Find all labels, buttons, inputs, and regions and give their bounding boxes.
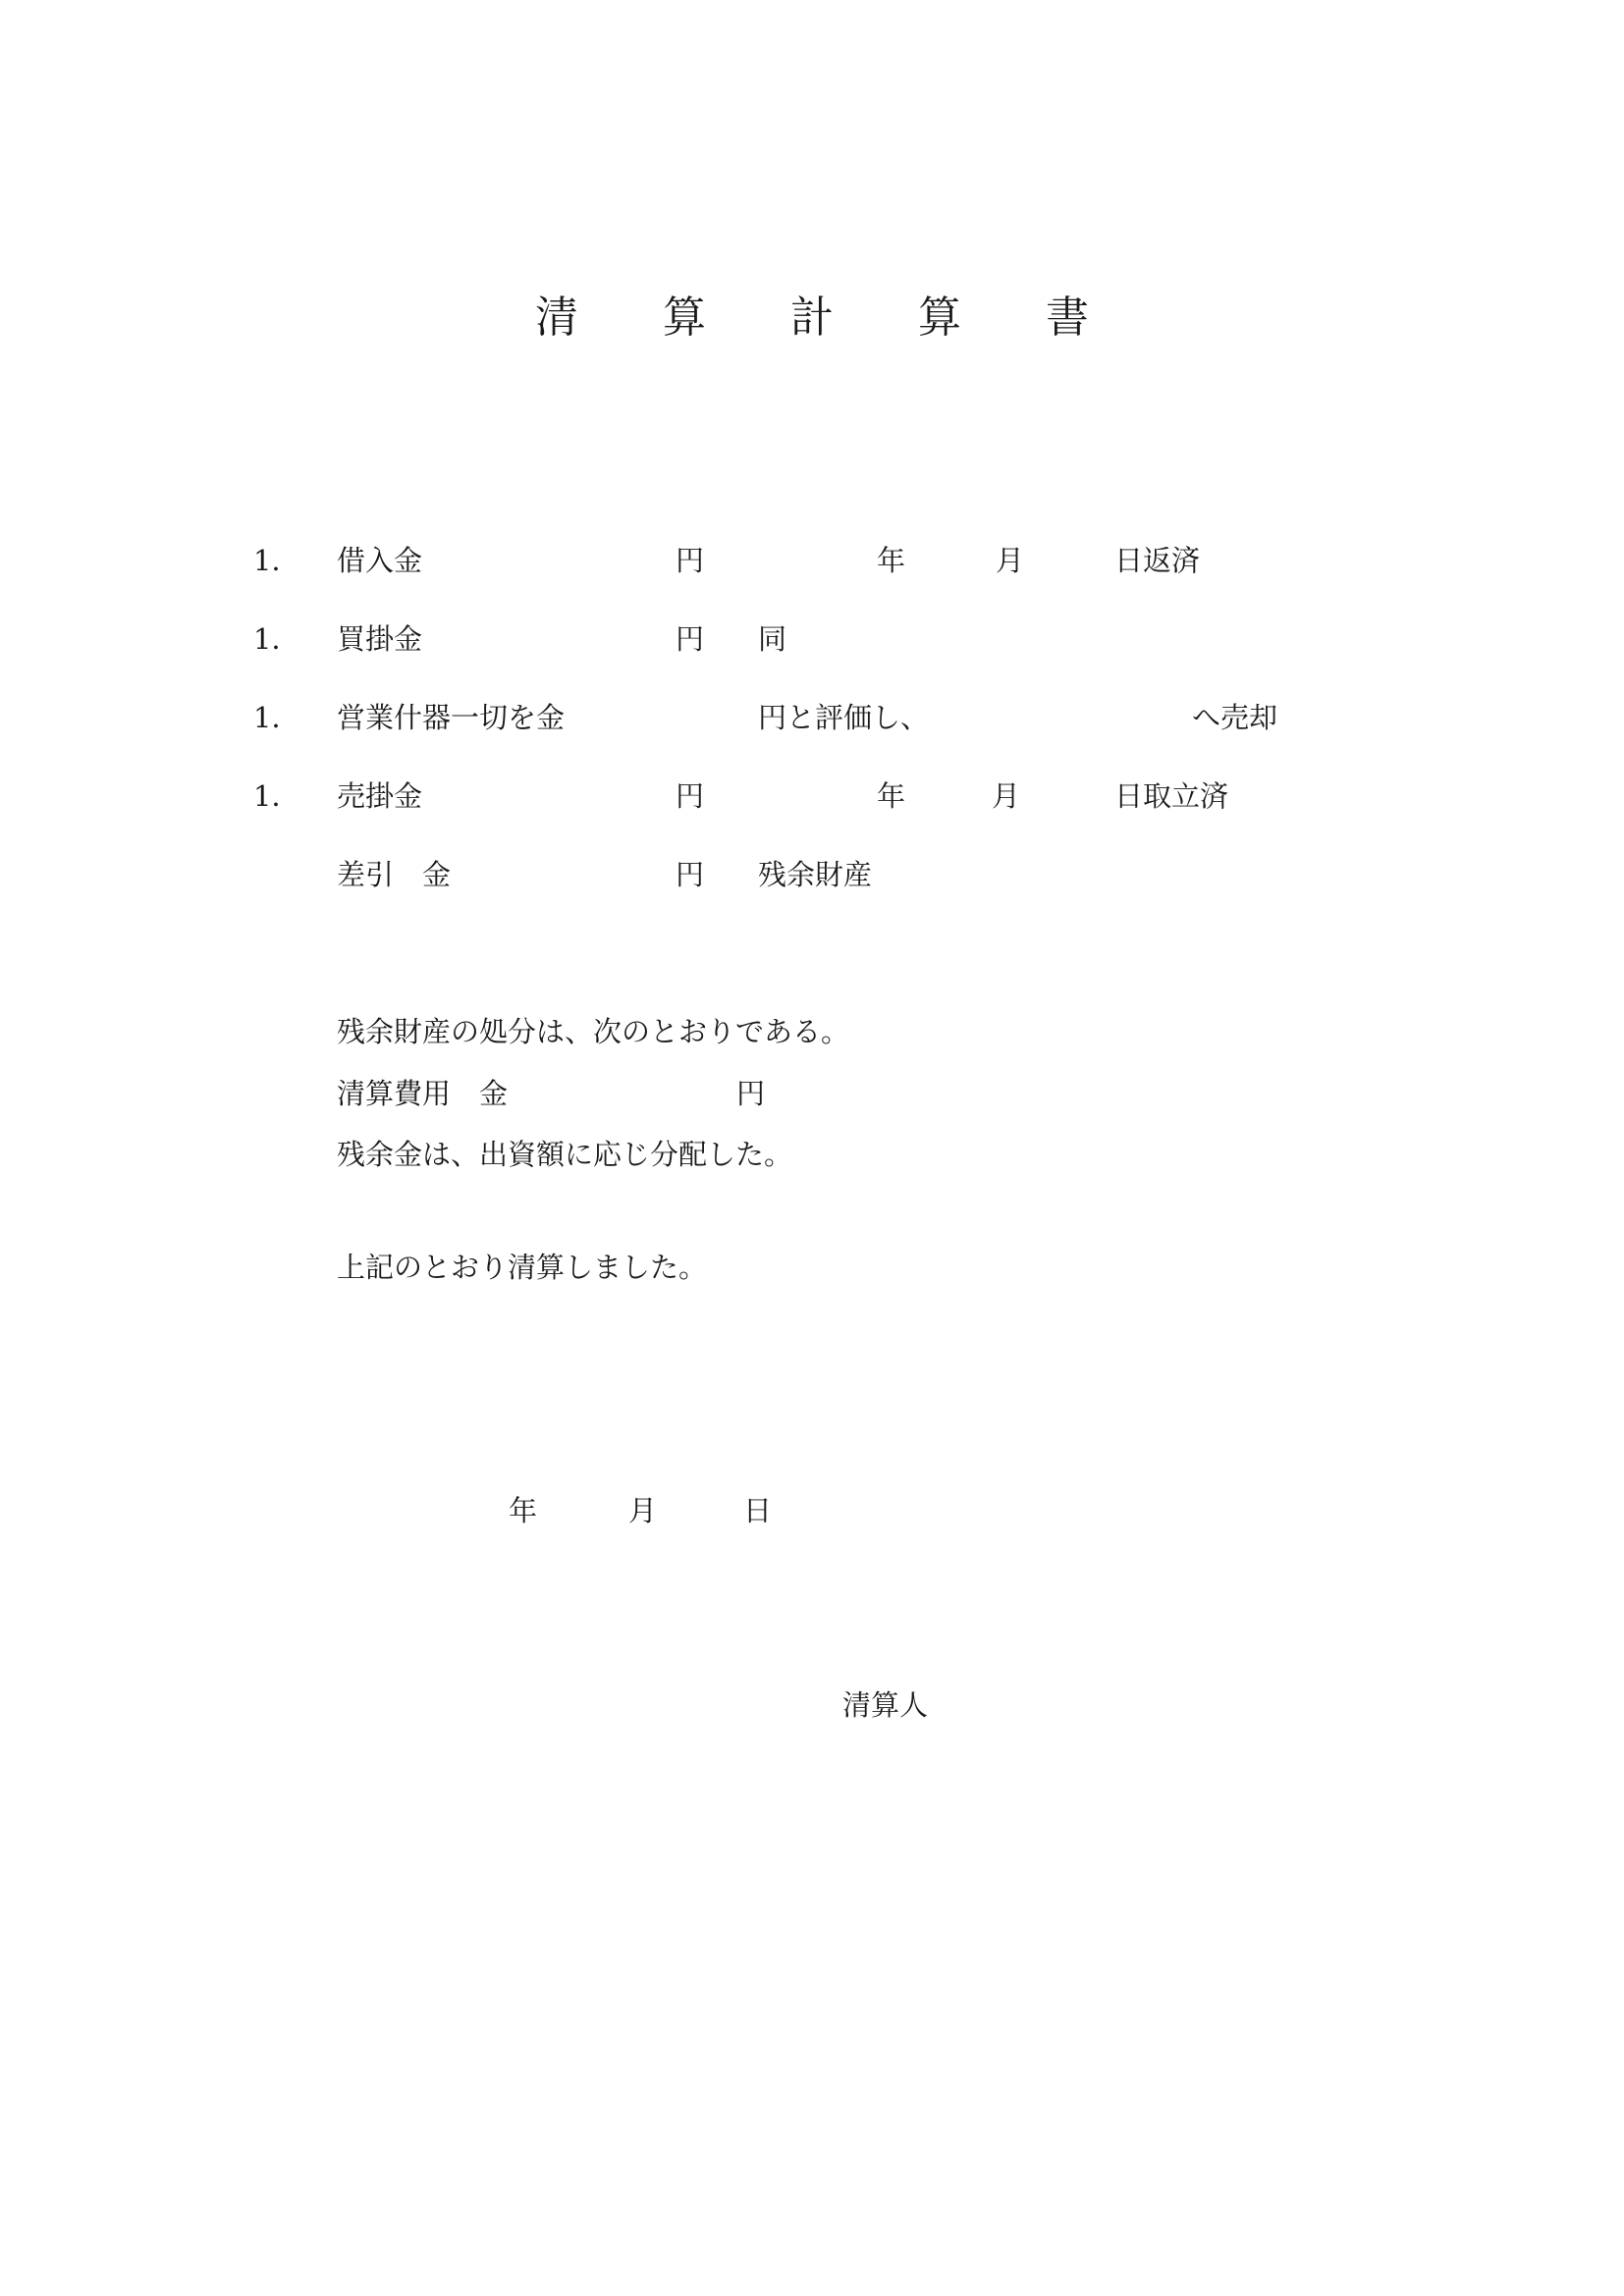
date-month: 月 — [628, 1494, 658, 1527]
item-2-number: 1． — [253, 622, 300, 656]
difference-yen: 円 — [676, 858, 705, 891]
item-3-valued: 円と評価し、 — [758, 701, 930, 734]
item-4-month: 月 — [992, 779, 1021, 813]
item-4-suffix: 日取立済 — [1114, 779, 1229, 813]
item-1-label: 借入金 — [337, 544, 423, 577]
difference-note: 残余財産 — [758, 858, 873, 891]
difference-label: 差引 金 — [337, 858, 452, 891]
item-1-yen: 円 — [676, 544, 705, 577]
item-4-label: 売掛金 — [337, 779, 423, 813]
disposal-intro: 残余財産の処分は、次のとおりである。 — [337, 1015, 850, 1048]
item-2-label: 買掛金 — [337, 622, 423, 656]
item-3-number: 1． — [253, 701, 300, 734]
item-2-same: 同 — [758, 622, 787, 656]
item-4-number: 1． — [253, 779, 300, 813]
item-1-month: 月 — [996, 544, 1025, 577]
item-1-suffix: 日返済 — [1114, 544, 1201, 577]
expense-label: 清算費用 金 — [337, 1077, 509, 1110]
item-3-sold-to: へ売却 — [1192, 701, 1278, 734]
date-year: 年 — [509, 1494, 538, 1527]
closing-statement: 上記のとおり清算しました。 — [337, 1251, 708, 1284]
item-2-yen: 円 — [676, 622, 705, 656]
item-3-label: 営業什器一切を金 — [337, 701, 566, 734]
document-title: 清 算 計 算 書 — [535, 293, 1124, 343]
signature-label: 清算人 — [842, 1688, 929, 1722]
item-1-year: 年 — [877, 544, 906, 577]
date-day: 日 — [743, 1494, 773, 1527]
item-4-year: 年 — [877, 779, 906, 813]
distribution-note: 残余金は、出資額に応じ分配した。 — [337, 1138, 793, 1171]
expense-yen: 円 — [736, 1077, 766, 1110]
item-1-number: 1． — [253, 544, 300, 577]
item-4-yen: 円 — [676, 779, 705, 813]
